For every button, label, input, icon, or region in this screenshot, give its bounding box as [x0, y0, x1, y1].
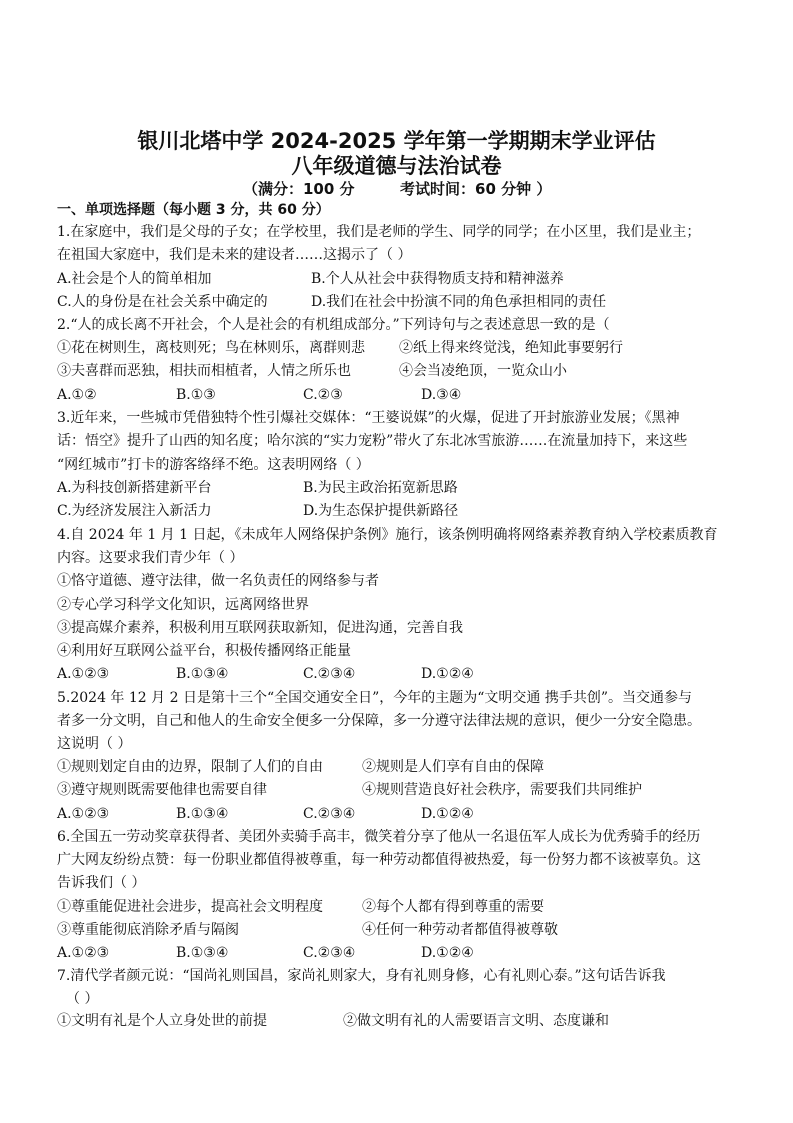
q7-item-1: ①文明有礼是个人立身处世的前提	[57, 1013, 267, 1029]
q6-option-a: A.①②③	[57, 945, 110, 961]
score-info: （满分：100 分	[243, 180, 355, 198]
q5-stem-line-1: 5.2024 年 12 月 2 日是第十三个“全国交通安全日”，今年的主题为“文明交通 携手共创”。当交通参与	[57, 690, 693, 706]
q4-item-1: ①恪守道德、遵守法律，做一名负责任的网络参与者	[57, 573, 379, 589]
q2-option-b: B.①③	[176, 387, 216, 403]
q2-option-d: D.③④	[421, 387, 462, 403]
q2-option-a: A.①②	[57, 387, 97, 403]
q6-item-3: ③尊重能彻底消除矛盾与隔阂	[57, 922, 239, 938]
q2-stem-line-1: 2.“人的成长离不开社会，个人是社会的有机组成部分。”下列诗句与之表述意思一致的是（	[57, 317, 610, 333]
q5-item-1: ①规则划定自由的边界，限制了人们的自由	[57, 759, 323, 775]
q5-option-a: A.①②③	[57, 806, 110, 822]
q5-item-3: ③遵守规则既需要他律也需要自律	[57, 782, 267, 798]
q4-item-2: ②专心学习科学文化知识，远离网络世界	[57, 597, 309, 613]
q6-option-c: C.②③④	[303, 945, 356, 961]
q4-stem-line-2: 内容。这要求我们青少年（ ）	[57, 550, 244, 566]
q3-option-d: D.为生态保护提供新路径	[303, 503, 459, 519]
q2-item-3: ③夫喜群而恶独，相扶而相植者，人情之所乐也	[57, 363, 351, 379]
q4-option-d: D.①②④	[421, 666, 474, 682]
q1-option-a: A.社会是个人的简单相加	[57, 271, 212, 287]
q4-option-c: C.②③④	[303, 666, 356, 682]
q6-stem-line-1: 6.全国五一劳动奖章获得者、美团外卖骑手高丰，微笑着分享了他从一名退伍军人成长为优秀骑手的经历	[57, 829, 701, 845]
time-info: 考试时间：60 分钟 ）	[400, 180, 552, 198]
q2-option-c: C.②③	[303, 387, 343, 403]
q5-stem-line-2: 者多一分文明，自己和他人的生命安全便多一分保障，多一分遵守法律法规的意识，便少一分安全隐患。	[57, 713, 701, 729]
q1-stem-line-2: 在祖国大家庭中，我们是未来的建设者……这揭示了（ ）	[57, 247, 412, 263]
exam-subtitle: 八年级道德与法治试卷	[291, 154, 502, 178]
q3-option-b: B.为民主政治拓宽新思路	[303, 480, 458, 496]
q7-stem-line-1: 7.清代学者颜元说：“国尚礼则国昌，家尚礼则家大，身有礼则身修，心有礼则心泰。”这句话告诉我	[57, 968, 666, 984]
q2-item-4: ④会当凌绝顶，一览众山小	[399, 363, 567, 379]
q3-stem-line-2: 话：悟空》提升了山西的知名度；哈尔滨的“实力宠粉”带火了东北冰雪旅游……在流量加持下，来这些	[57, 433, 688, 449]
q5-option-d: D.①②④	[421, 806, 474, 822]
q1-option-d: D.我们在社会中扮演不同的角色承担相同的责任	[311, 294, 607, 310]
q5-item-4: ④规则营造良好社会秩序，需要我们共同维护	[362, 782, 642, 798]
q5-stem-line-3: 这说明（ ）	[57, 736, 132, 752]
q3-stem-line-3: “网红城市”打卡的游客络绎不绝。这表明网络（ ）	[57, 457, 370, 473]
q5-option-c: C.②③④	[303, 806, 356, 822]
q1-option-c: C.人的身份是在社会关系中确定的	[57, 294, 268, 310]
q6-item-1: ①尊重能促进社会进步，提高社会文明程度	[57, 899, 323, 915]
exam-title: 银川北塔中学 2024-2025 学年第一学期期末学业评估	[137, 129, 656, 153]
q6-item-2: ②每个人都有得到尊重的需要	[362, 899, 544, 915]
q4-item-3: ③提高媒介素养，积极利用互联网获取新知，促进沟通，完善自我	[57, 620, 463, 636]
q4-option-a: A.①②③	[57, 666, 110, 682]
q1-option-b: B.个人从社会中获得物质支持和精神滋养	[311, 271, 564, 287]
section-heading: 一、单项选择题（每小题 3 分，共 60 分）	[57, 202, 330, 218]
q1-stem-line-1: 1.在家庭中，我们是父母的子女；在学校里，我们是老师的学生、同学的同学；在小区里，我们是业主；	[57, 224, 701, 240]
q7-stem-line-2: （ ）	[66, 991, 99, 1007]
q3-option-c: C.为经济发展注入新活力	[57, 503, 212, 519]
q3-stem-line-1: 3.近年来，一些城市凭借独特个性引爆社交媒体：“王婆说媒”的火爆，促进了开封旅游业发展；《黑神	[57, 410, 680, 426]
q6-option-d: D.①②④	[421, 945, 474, 961]
q5-item-2: ②规则是人们享有自由的保障	[362, 759, 544, 775]
q6-item-4: ④任何一种劳动者都值得被尊敬	[362, 922, 558, 938]
q6-stem-line-3: 告诉我们（ ）	[57, 875, 146, 891]
q4-item-4: ④利用好互联网公益平台，积极传播网络正能量	[57, 643, 351, 659]
q4-stem-line-1: 4.自 2024 年 1 月 1 日起，《未成年人网络保护条例》施行，该条例明确将网络素养教育纳入学校素质教育	[57, 527, 718, 543]
q4-option-b: B.①③④	[176, 666, 229, 682]
q2-item-2: ②纸上得来终觉浅，绝知此事要躬行	[399, 340, 623, 356]
q7-item-2: ②做文明有礼的人需要语言文明、态度谦和	[343, 1013, 609, 1029]
q3-option-a: A.为科技创新搭建新平台	[57, 480, 212, 496]
q2-item-1: ①花在树则生，离枝则死；鸟在林则乐，离群则悲	[57, 340, 365, 356]
q5-option-b: B.①③④	[176, 806, 229, 822]
q6-stem-line-2: 广大网友纷纷点赞：每一份职业都值得被尊重，每一种劳动都值得被热爱，每一份努力都不该被辜负。这	[57, 852, 701, 868]
q6-option-b: B.①③④	[176, 945, 229, 961]
